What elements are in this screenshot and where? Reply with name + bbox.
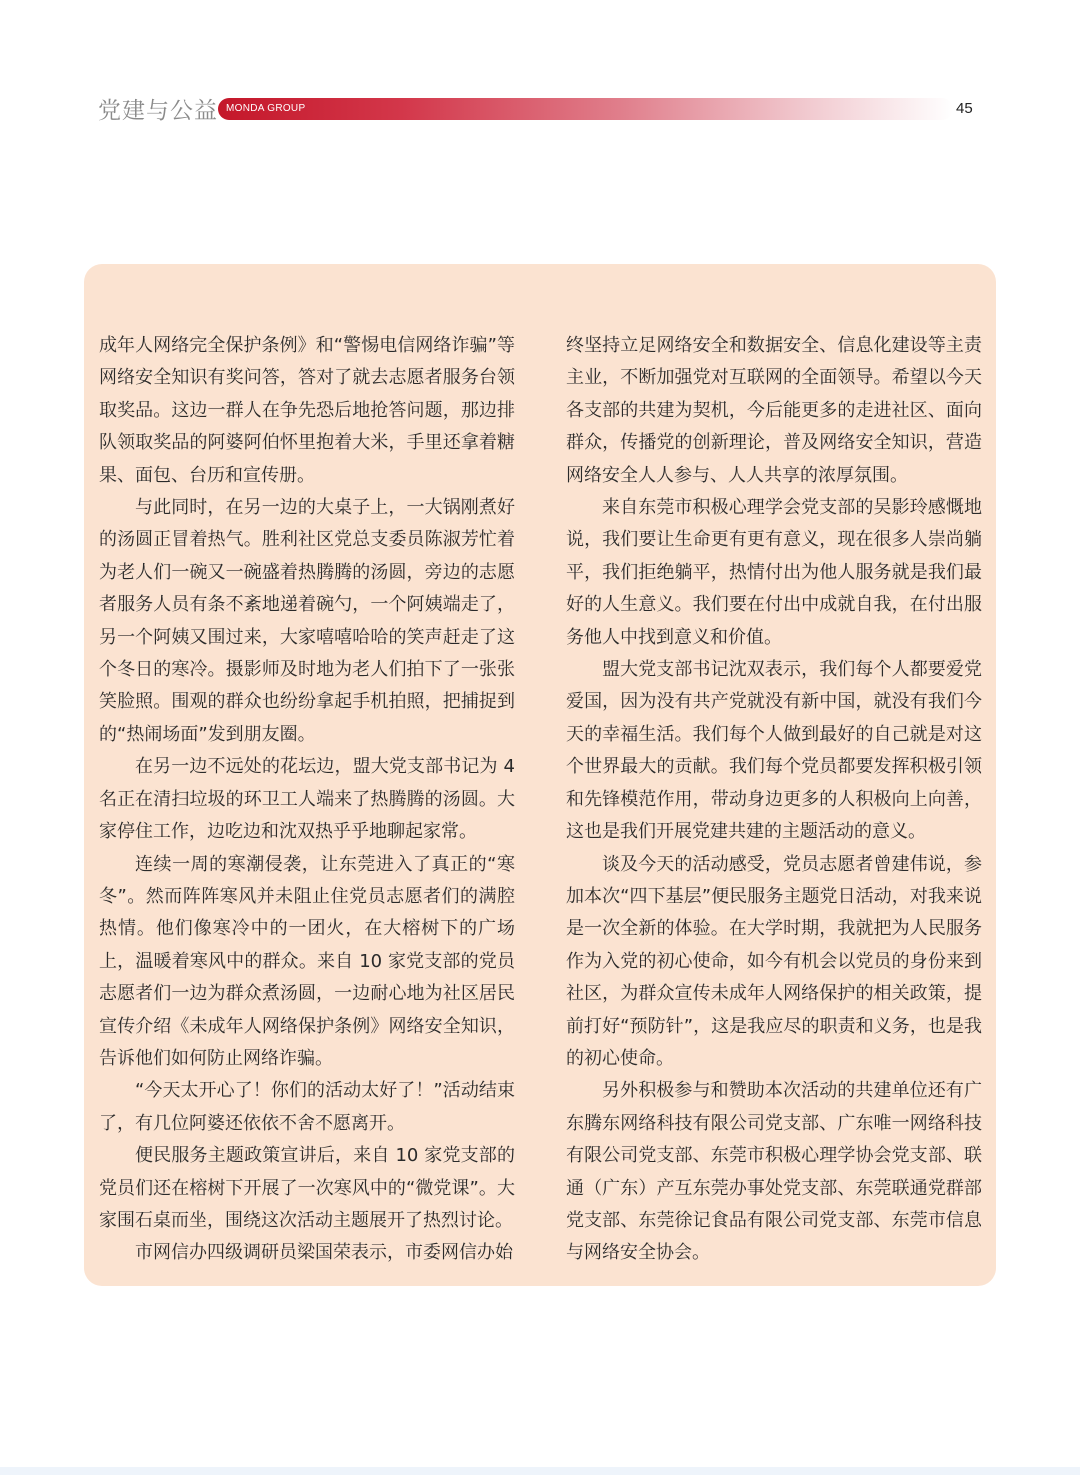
paragraph: 盟大党支部书记沈双表示，我们每个人都要爱党爱国，因为没有共产党就没有新中国，就没有我们今天的幸福生活。我们每个人做到最好的自己就是对这个世界最大的贡献。我们每个党员都要发挥积极引领和先锋模范作用，带动身边更多的人积极向上向善，这也是我们开展党建共建的主题活动的意义。 — [566, 659, 982, 843]
paragraph: 谈及今天的活动感受，党员志愿者曾建伟说，参加本次“四下基层”便民服务主题党日活动，对我来说是一次全新的体验。在大学时期，我就把为人民服务作为入党的初心使命，如今有机会以党员的身份来到社区，为群众宣传未成年人网络保护的相关政策，提前打好“预防针”，这是我应尽的职责和义务，也是我的初心使命。 — [566, 853, 982, 1069]
paragraph: 成年人网络完全保护条例》和“警惕电信网络诈骗”等网络安全知识有奖问答，答对了就去志愿者服务台领取奖品。这边一群人在争先恐后地抢答问题，那边排队领取奖品的阿婆阿伯怀里抱着大米，手里还拿着糖果、面包、台历和宣传册。 — [99, 335, 515, 486]
paragraph: 便民服务主题政策宣讲后，来自 10 家党支部的党员们还在榕树下开展了一次寒风中的“微党课”。大家围石桌而坐，围绕这次活动主题展开了热烈讨论。 — [99, 1145, 515, 1231]
brand-label: MONDA GROUP — [226, 103, 306, 114]
paragraph: 连续一周的寒潮侵袭，让东莞进入了真正的“寒冬”。然而阵阵寒风并未阻止住党员志愿者们的满腔热情。他们像寒冷中的一团火，在大榕树下的广场上，温暖着寒风中的群众。来自 10 家党支部的党员志愿者们一边为群众煮汤圆，一边耐心地为社区居民宣传介绍《未成年人网络保护条例》网络安全知识，告诉他们如何防止网络诈骗。 — [99, 853, 515, 1069]
section-title: 党建与公益 — [98, 98, 218, 124]
paragraph: 来自东莞市积极心理学会党支部的吴影玲感慨地说，我们要让生命更有更有意义，现在很多人崇尚躺平，我们拒绝躺平，热情付出为他人服务就是我们最好的人生意义。我们要在付出中成就自我，在付出服务他人中找到意义和价值。 — [566, 497, 982, 648]
paragraph: 终坚持立足网络安全和数据安全、信息化建设等主责主业，不断加强党对互联网的全面领导。希望以今天各支部的共建为契机，今后能更多的走进社区、面向群众，传播党的创新理论，普及网络安全知识，营造网络安全人人参与、人人共享的浓厚氛围。 — [566, 335, 982, 486]
paragraph: “今天太开心了！你们的活动太好了！”活动结束了，有几位阿婆还依依不舍不愿离开。 — [99, 1080, 515, 1134]
paragraph: 市网信办四级调研员梁国荣表示，市委网信办始 — [135, 1242, 513, 1264]
page-number: 45 — [956, 100, 973, 117]
bottom-strip — [0, 1467, 1080, 1475]
paragraph: 与此同时，在另一边的大桌子上，一大锅刚煮好的汤圆正冒着热气。胜利社区党总支委员陈淑芳忙着为老人们一碗又一碗盛着热腾腾的汤圆，旁边的志愿者服务人员有条不紊地递着碗勺，一个阿姨端走了，另一个阿姨又围过来，大家嘻嘻哈哈的笑声赶走了这个冬日的寒冷。摄影师及时地为老人们拍下了一张张笑脸照。围观的群众也纷纷拿起手机拍照，把捕捉到的“热闹场面”发到朋友圈。 — [99, 497, 515, 745]
left-column — [99, 330, 515, 1270]
paragraph: 在另一边不远处的花坛边，盟大党支部书记为 4 名正在清扫垃圾的环卫工人端来了热腾腾的汤圆。大家停住工作，边吃边和沈双热乎乎地聊起家常。 — [99, 756, 515, 843]
right-column — [566, 330, 982, 1270]
header-band — [218, 98, 953, 120]
paragraph: 另外积极参与和赞助本次活动的共建单位还有广东腾东网络科技有限公司党支部、广东唯一网络科技有限公司党支部、东莞市积极心理学协会党支部、联通（广东）产互东莞办事处党支部、东莞联通党群部党支部、东莞徐记食品有限公司党支部、东莞市信息与网络安全协会。 — [566, 1080, 982, 1264]
